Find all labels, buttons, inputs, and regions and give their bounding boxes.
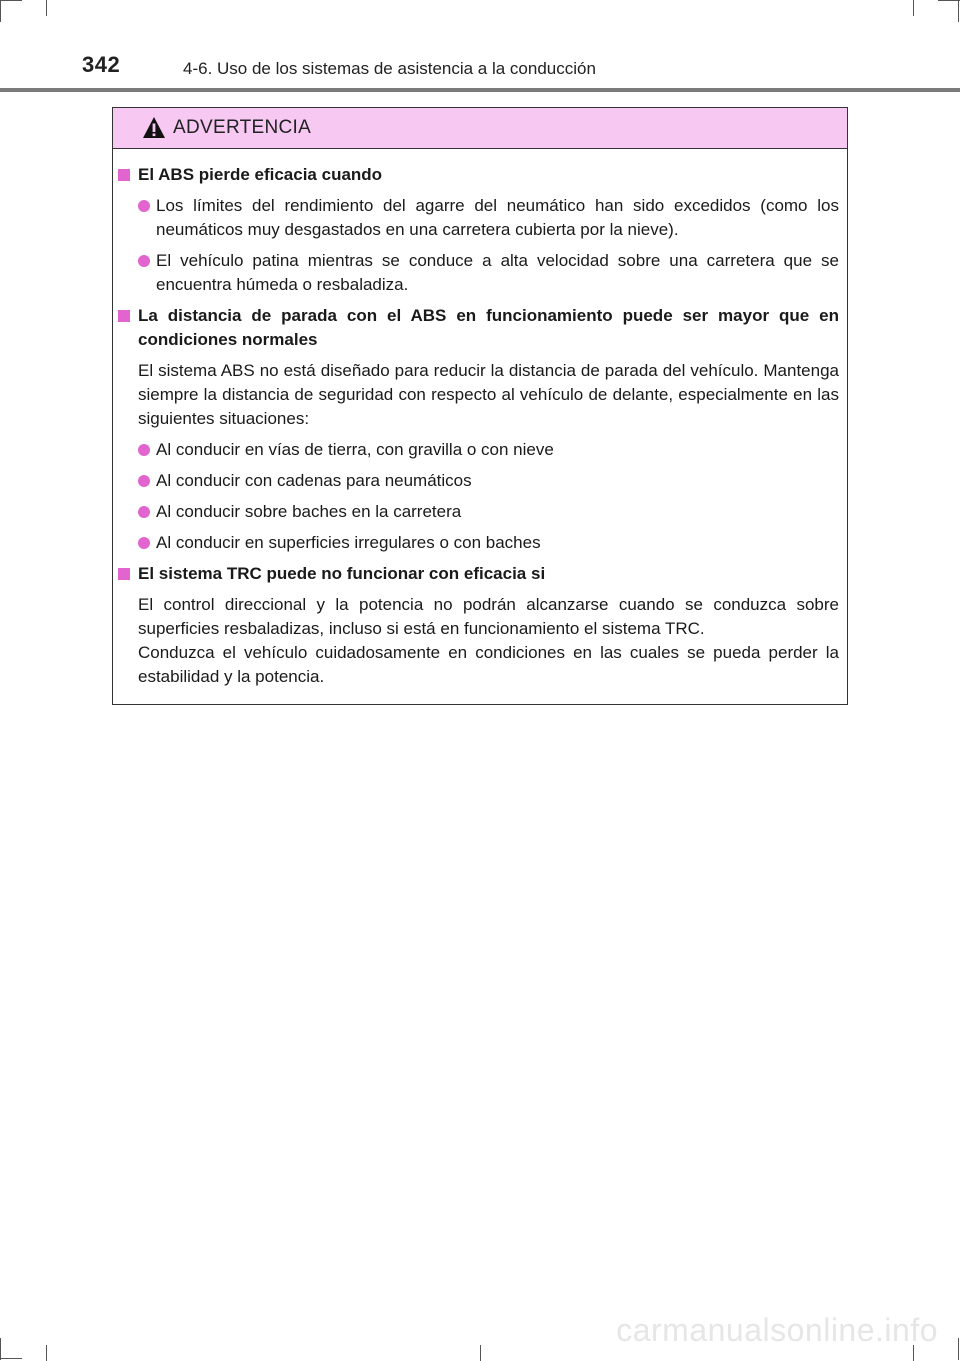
warning-header xyxy=(113,108,847,149)
paragraph-line: Conduzca el vehículo cuidadosamente en condiciones en las cuales se pueda perder la estabilidad y la potencia. xyxy=(138,643,839,686)
list-item xyxy=(113,531,839,555)
square-bullet-icon xyxy=(118,310,130,322)
heading-text: La distancia de parada con el ABS en funcionamiento puede ser mayor que en condiciones normales xyxy=(138,306,839,349)
list-item xyxy=(113,194,839,242)
round-bullet-icon xyxy=(138,537,150,549)
round-bullet-icon xyxy=(138,444,150,456)
list-item-text: Al conducir en vías de tierra, con gravilla o con nieve xyxy=(156,440,554,459)
round-bullet-icon xyxy=(138,506,150,518)
list-item-text: Al conducir en superficies irregulares o con baches xyxy=(156,533,541,552)
crop-mark xyxy=(46,1345,47,1361)
paragraph: El sistema ABS no está diseñado para reducir la distancia de parada del vehículo. Mantenga siempre la distancia de seguridad con respecto al vehículo de delante, especialmente en las siguientes situaciones: xyxy=(138,361,839,428)
heading-text: El sistema TRC puede no funcionar con eficacia si xyxy=(138,564,546,583)
square-bullet-icon xyxy=(118,568,130,580)
section-heading xyxy=(113,304,839,352)
section-heading xyxy=(113,163,839,187)
list-item xyxy=(113,249,839,297)
list-item-text: El vehículo patina mientras se conduce a alta velocidad sobre una carretera que se encuentra húmeda o resbaladiza. xyxy=(156,251,839,294)
list-item-text: Al conducir con cadenas para neumáticos xyxy=(156,471,472,490)
list-item xyxy=(113,438,839,462)
list-item xyxy=(113,469,839,493)
heading-text: El ABS pierde eficacia cuando xyxy=(138,165,383,184)
page-number: 342 xyxy=(82,52,121,77)
section-heading xyxy=(113,562,839,586)
crop-mark xyxy=(480,1345,481,1361)
crop-mark xyxy=(958,1338,959,1360)
list-item-text: Al conducir sobre baches en la carretera xyxy=(156,502,462,521)
list-item xyxy=(113,500,839,524)
warning-box xyxy=(112,107,848,705)
warning-body xyxy=(113,149,847,689)
round-bullet-icon xyxy=(138,200,150,212)
crop-mark xyxy=(0,1358,22,1359)
section-title: 4-6. Uso de los sistemas de asistencia a la conducción xyxy=(183,59,596,78)
round-bullet-icon xyxy=(138,475,150,487)
warning-triangle-icon xyxy=(142,116,166,140)
warning-title: ADVERTENCIA xyxy=(173,117,312,138)
round-bullet-icon xyxy=(138,255,150,267)
header-rule xyxy=(0,88,960,92)
list-item-text: Los límites del rendimiento del agarre del neumático han sido excedidos (como los neumáticos muy desgastados en una carretera cubierta por la nieve). xyxy=(156,196,839,239)
square-bullet-icon xyxy=(118,169,130,181)
watermark-logo: carmanualsonline.info xyxy=(616,1312,938,1348)
page-header xyxy=(0,0,960,94)
crop-mark xyxy=(0,1338,1,1360)
paragraph-line: El control direccional y la potencia no podrán alcanzarse cuando se conduzca sobre superficies resbaladizas, incluso si está en funcionamiento el sistema TRC. xyxy=(138,595,839,638)
paragraph xyxy=(113,593,839,689)
